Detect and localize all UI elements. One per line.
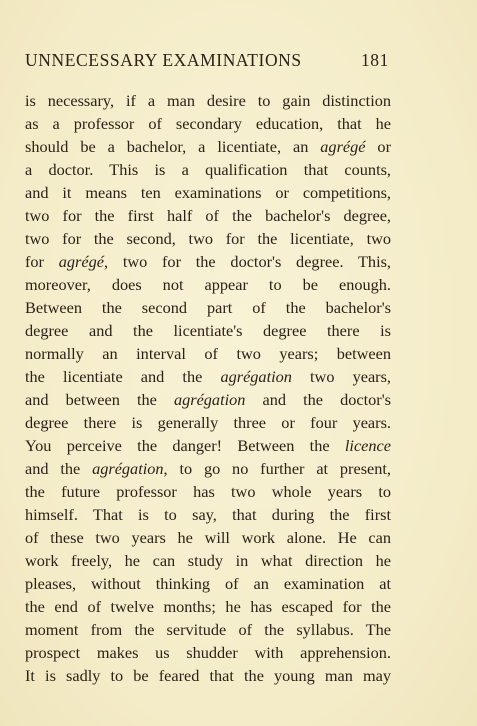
text-line: [25, 526, 391, 549]
text-line: [25, 227, 391, 250]
text-line: [25, 434, 391, 457]
text-run: the end of twelve months; he has escaped for the: [25, 597, 391, 616]
text-run: is necessary, if a man desire to gain distinction: [25, 91, 391, 110]
text-line: [25, 204, 391, 227]
text-line: [25, 273, 391, 296]
text-line: [25, 181, 391, 204]
text-line: [25, 664, 391, 687]
text-line: [25, 296, 391, 319]
text-run: degree and the licentiate's degree there is: [25, 321, 391, 340]
text-line: [25, 503, 391, 526]
text-line: [25, 319, 391, 342]
italic-term: agrégé: [320, 137, 366, 156]
body-text: [25, 89, 391, 687]
text-line: [25, 135, 391, 158]
text-line: [25, 457, 391, 480]
text-run: for: [25, 252, 59, 271]
text-run: and the: [25, 459, 93, 478]
text-run: himself. That is to say, that during the first: [25, 505, 391, 524]
text-run: , two for the doctor's degree. This,: [103, 252, 391, 271]
text-line: [25, 572, 391, 595]
text-run: and between the: [25, 390, 174, 409]
running-head: [25, 50, 389, 74]
text-run: Between the second part of the bachelor's: [25, 298, 391, 317]
text-run: two years,: [291, 367, 391, 386]
text-line: [25, 388, 391, 411]
italic-term: agrégation: [220, 367, 292, 386]
text-run: should be a bachelor, a licentiate, an: [25, 137, 321, 156]
text-run: pleases, without thinking of an examination at: [25, 574, 391, 593]
text-run: , to go no further at present,: [163, 459, 391, 478]
text-line: [25, 89, 391, 112]
text-run: and the doctor's: [245, 390, 391, 409]
text-line: [25, 549, 391, 572]
text-run: of these two years he will work alone. He can: [25, 528, 391, 547]
text-line: [25, 112, 391, 135]
text-line: [25, 158, 391, 181]
text-run: a doctor. This is a qualification that counts,: [25, 160, 391, 179]
text-run: normally an interval of two years; between: [25, 344, 391, 363]
italic-term: agrégation: [92, 459, 164, 478]
text-line: [25, 641, 391, 664]
text-line: [25, 411, 391, 434]
text-line: [25, 342, 391, 365]
text-run: the future professor has two whole years to: [25, 482, 391, 501]
text-line: [25, 595, 391, 618]
text-line: [25, 618, 391, 641]
text-run: two for the first half of the bachelor's degree,: [25, 206, 391, 225]
text-line: [25, 480, 391, 503]
italic-term: licence: [344, 436, 391, 455]
text-run: and it means ten examinations or competitions,: [25, 183, 391, 202]
running-title: UNNECESSARY EXAMINATIONS: [25, 50, 302, 70]
text-run: as a professor of secondary education, that he: [25, 114, 391, 133]
text-line: [25, 365, 391, 388]
text-run: degree there is generally three or four years.: [25, 413, 391, 432]
text-run: moment from the servitude of the syllabus. The: [25, 620, 391, 639]
italic-term: agrégation: [173, 390, 246, 409]
text-run: the licentiate and the: [25, 367, 221, 386]
text-run: work freely, he can study in what direction he: [25, 551, 391, 570]
text-run: two for the second, two for the licentiate, two: [25, 229, 391, 248]
text-run: or: [365, 137, 391, 156]
text-run: It is sadly to be feared that the young man may: [25, 666, 391, 685]
text-line: [25, 250, 391, 273]
text-run: prospect makes us shudder with apprehension.: [25, 643, 391, 662]
text-run: moreover, does not appear to be enough.: [25, 275, 391, 294]
page-number: 181: [360, 50, 389, 70]
text-run: You perceive the danger! Between the: [25, 436, 345, 455]
italic-term: agrégé: [58, 252, 104, 271]
